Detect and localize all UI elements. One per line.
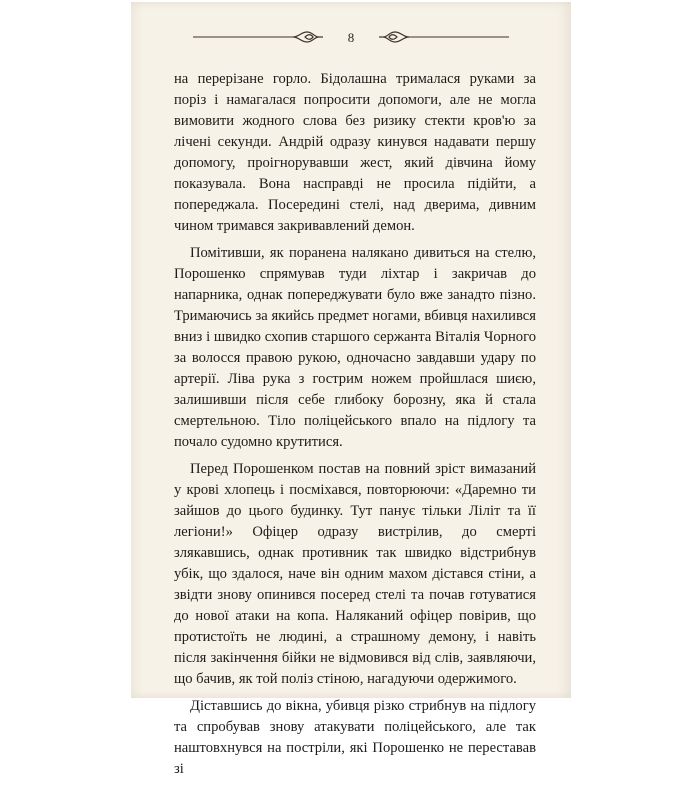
- paragraph-2: Помітивши, як поранена налякано дивиться на стелю, Порошенко спрямував туди ліхтар і закричав до напарника, однак попереджувати було вже занадто пізно. Тримаючись за якийсь предмет ногами, вбивця нахилився вниз і швидко схопив старшого сержанта Віталія Чорного за волосся правою рукою, одночасно завдавши удару по артерії. Ліва рука з гострим ножем пройшлася шиєю, залишивши після себе глибоку борозну, яка й стала смертельною. Тіло поліцейського впало на підлогу та почало судомно крутитися.: [174, 245, 536, 450]
- paragraph-4: Діставшись до вікна, убивця різко стрибнув на підлогу та спробував знову атакувати поліцейського, але так наштовхнувся на постріли, які Порошенко не переставав зі: [174, 698, 536, 777]
- page-header: [131, 24, 571, 54]
- paragraph-3: Перед Порошенком постав на повний зріст вимазаний у крові хлопець і посміхався, повторюючи: «Даремно ти зайшов до цього будинку. Тут панує тільки Ліліт та її легіони!» Офіцер одразу вистрілив, до смерті злякавшись, однак противник так швидко відстрибнув убік, що здалося, наче він одним махом дістався стіни, а звідти знову опинився посеред стелі та почав готуватися до нової атаки на копа. Наляканий офіцер повірив, що протистоїть не людині, а страшному демону, і навіть після закінчення бійки не відмовився від слів, заявляючи, що бачив, як той поліз стіною, нагадуючи одержимого.: [174, 461, 536, 687]
- book-page: [131, 2, 571, 777]
- paragraph-1: на перерізане горло. Бідолашна трималася руками за поріз і намагалася попросити допомоги, але не могла вимовити жодного слова без ризику стекти кров'ю за лічені секунди. Андрій одразу кинувся надавати першу допомогу, проігнорувавши жест, який дівчина йому показувала. Вона насправді не просила підійти, а попереджала. Посередині стелі, над дверима, дивним чином тримався закривавлений демон.: [174, 71, 536, 234]
- body-text: [174, 69, 536, 786]
- page-number: 8: [347, 30, 355, 45]
